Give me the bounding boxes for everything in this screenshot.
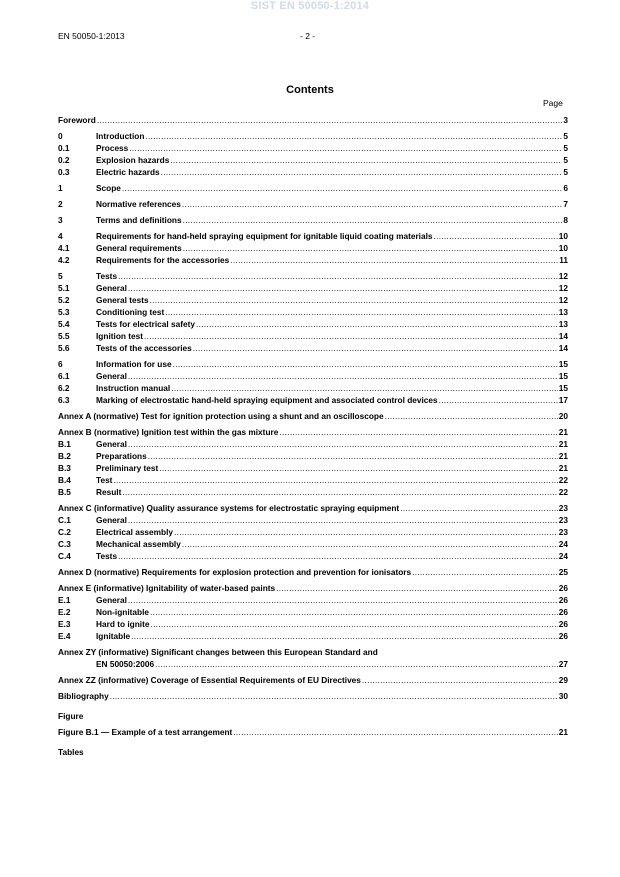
toc-entry-title: Test [96, 475, 113, 485]
toc-entry-page: 23 [558, 503, 568, 513]
toc-entry-number: 4.1 [58, 243, 70, 253]
tables-heading: Tables [58, 747, 84, 757]
toc-entry-6-2[interactable] [58, 382, 568, 394]
toc-entry-number: C.1 [58, 515, 71, 525]
toc-entry-title: Figure B.1 — Example of a test arrangement [58, 727, 233, 737]
toc-entry-5-3[interactable] [58, 306, 568, 318]
toc-entry-annex-a[interactable] [58, 410, 568, 422]
leader-dots [170, 154, 562, 166]
leader-dots [110, 690, 558, 702]
toc-entry-title: Annex D (normative) Requirements for explosion protection and prevention for ionisators [58, 567, 412, 577]
toc-entry-page: 22 [558, 487, 568, 497]
toc-entry-title: Tests [96, 551, 118, 561]
toc-entry-page: 27 [558, 659, 568, 669]
table-of-contents [58, 114, 568, 758]
toc-entry-annex-zy-line1[interactable]: Annex ZY (informative) Significant changes between this European Standard and [58, 647, 378, 657]
leader-dots [145, 130, 562, 142]
toc-entry-page: 11 [559, 255, 568, 265]
toc-entry-number: 3 [58, 215, 63, 225]
toc-entry-page: 15 [558, 383, 568, 393]
toc-entry-title: General [96, 283, 127, 293]
leader-dots [129, 142, 562, 154]
toc-entry-title: General tests [96, 295, 149, 305]
toc-entry-title: Preliminary test [96, 463, 159, 473]
toc-entry-e-4[interactable] [58, 630, 568, 642]
toc-entry-4[interactable] [58, 230, 568, 242]
toc-entry-annex-e[interactable] [58, 582, 568, 594]
toc-entry-annex-zy[interactable] [58, 658, 568, 670]
toc-entry-number: 5 [58, 271, 63, 281]
toc-entry-5-4[interactable] [58, 318, 568, 330]
leader-dots [276, 582, 558, 594]
toc-entry-number: 4 [58, 231, 63, 241]
toc-entry-page: 12 [558, 295, 568, 305]
toc-entry-number: 5.2 [58, 295, 70, 305]
leader-dots [155, 658, 558, 670]
toc-entry-page: 3 [563, 115, 568, 125]
toc-entry-page: 17 [558, 395, 568, 405]
toc-entry-page: 14 [558, 343, 568, 353]
toc-entry-b-4[interactable] [58, 474, 568, 486]
toc-entry-b-2[interactable] [58, 450, 568, 462]
toc-entry-page: 5 [563, 155, 568, 165]
toc-entry-number: 4.2 [58, 255, 70, 265]
toc-entry-title: Hard to ignite [96, 619, 150, 629]
toc-entry-page: 30 [558, 691, 568, 701]
contents-title: Contents [286, 84, 334, 96]
toc-entry-page: 21 [558, 439, 568, 449]
toc-entry-number: 6 [58, 359, 63, 369]
toc-entry-title: Bibliography [58, 691, 109, 701]
toc-entry-title: Tests for electrical safety [96, 319, 195, 329]
toc-entry-title: Requirements for hand-held spraying equipment for ignitable liquid coating materials [96, 231, 433, 241]
toc-entry-number: 5.3 [58, 307, 70, 317]
toc-entry-3[interactable] [58, 214, 568, 226]
toc-entry-page: 29 [558, 675, 568, 685]
toc-entry-5[interactable] [58, 270, 568, 282]
toc-entry-e-3[interactable] [58, 618, 568, 630]
leader-dots [385, 410, 558, 422]
leader-dots [183, 214, 563, 226]
toc-entry-4-1[interactable] [58, 242, 568, 254]
toc-entry-page: 5 [563, 143, 568, 153]
leader-dots [118, 550, 558, 562]
leader-dots [165, 306, 558, 318]
toc-entry-number: B.3 [58, 463, 71, 473]
toc-entry-b-1[interactable] [58, 438, 568, 450]
toc-entry-page: 10 [558, 243, 568, 253]
toc-entry-bibliography[interactable] [58, 690, 568, 702]
toc-entry-page: 26 [558, 607, 568, 617]
toc-entry-title: Requirements for the accessories [96, 255, 230, 265]
toc-entry-number: 0 [58, 131, 63, 141]
toc-entry-title: General [96, 595, 127, 605]
leader-dots [196, 318, 558, 330]
leader-dots [122, 182, 562, 194]
toc-entry-title: General [96, 515, 127, 525]
leader-dots [148, 450, 558, 462]
toc-entry-page: 7 [563, 199, 568, 209]
toc-entry-2[interactable] [58, 198, 568, 210]
leader-dots [233, 726, 557, 738]
leader-dots [159, 462, 558, 474]
leader-dots [128, 438, 558, 450]
toc-entry-0-3[interactable] [58, 166, 568, 178]
toc-entry-number: 0.3 [58, 167, 70, 177]
toc-entry-title: Process [96, 143, 129, 153]
toc-entry-title: Terms and definitions [96, 215, 182, 225]
toc-entry-title: Information for use [96, 359, 172, 369]
leader-dots [174, 526, 558, 538]
toc-entry-6-3[interactable] [58, 394, 568, 406]
toc-entry-page: 8 [563, 215, 568, 225]
toc-entry-annex-zz[interactable] [58, 674, 568, 686]
toc-entry-title: Annex A (normative) Test for ignition protection using a shunt and an oscilloscope [58, 411, 384, 421]
toc-entry-c-4[interactable] [58, 550, 568, 562]
leader-dots [362, 674, 558, 686]
toc-entry-page: 21 [558, 727, 568, 737]
toc-entry-page: 12 [558, 283, 568, 293]
toc-entry-number: E.2 [58, 607, 71, 617]
toc-entry-title: Annex C (informative) Quality assurance systems for electrostatic spraying equipment [58, 503, 400, 513]
toc-entry-b-3[interactable] [58, 462, 568, 474]
toc-entry-title: Marking of electrostatic hand-held spraying equipment and associated control devices [96, 395, 438, 405]
toc-entry-page: 13 [558, 307, 568, 317]
toc-entry-6[interactable] [58, 358, 568, 370]
toc-entry-title: Ignitable [96, 631, 131, 641]
leader-dots [128, 282, 558, 294]
leader-dots [128, 594, 558, 606]
toc-entry-page: 24 [558, 539, 568, 549]
leader-dots [439, 394, 558, 406]
watermark-text: SIST EN 50050-1:2014 [250, 0, 370, 12]
toc-entry-page: 23 [558, 527, 568, 537]
leader-dots [150, 606, 558, 618]
toc-entry-title: Annex E (informative) Ignitability of water-based paints [58, 583, 276, 593]
toc-entry-page: 15 [558, 371, 568, 381]
toc-entry-page: 26 [558, 583, 568, 593]
toc-entry-title: Mechanical assembly [96, 539, 181, 549]
toc-entry-0-1[interactable] [58, 142, 568, 154]
toc-entry-page: 26 [558, 619, 568, 629]
toc-entry-6-1[interactable] [58, 370, 568, 382]
leader-dots [113, 474, 557, 486]
toc-entry-page: 12 [558, 271, 568, 281]
toc-entry-number: 5.5 [58, 331, 70, 341]
toc-entry-1[interactable] [58, 182, 568, 194]
toc-entry-title: General [96, 371, 127, 381]
toc-entry-page: 26 [558, 631, 568, 641]
toc-entry-page: 26 [558, 595, 568, 605]
toc-entry-page: 5 [563, 131, 568, 141]
toc-entry-page: 21 [558, 427, 568, 437]
leader-dots [150, 618, 557, 630]
toc-entry-number: E.4 [58, 631, 71, 641]
toc-entry-number: C.4 [58, 551, 71, 561]
leader-dots [171, 382, 558, 394]
toc-entry-number: 2 [58, 199, 63, 209]
toc-entry-page: 25 [558, 567, 568, 577]
toc-entry-title: Introduction [96, 131, 145, 141]
toc-entry-title: Non-ignitable [96, 607, 150, 617]
leader-dots [97, 114, 563, 126]
toc-entry-title: Foreword [58, 115, 96, 125]
toc-entry-title: General requirements [96, 243, 182, 253]
toc-entry-title: Annex ZZ (informative) Coverage of Essential Requirements of EU Directives [58, 675, 361, 685]
toc-entry-title: Instruction manual [96, 383, 171, 393]
toc-entry-number: 6.2 [58, 383, 70, 393]
toc-entry-annex-d[interactable] [58, 566, 568, 578]
leader-dots [131, 630, 558, 642]
toc-entry-number: 5.4 [58, 319, 70, 329]
toc-entry-page: 13 [558, 319, 568, 329]
toc-entry-c-2[interactable] [58, 526, 568, 538]
toc-entry-c-3[interactable] [58, 538, 568, 550]
toc-entry-e-2[interactable] [58, 606, 568, 618]
toc-entry-number: B.2 [58, 451, 71, 461]
leader-dots [230, 254, 558, 266]
toc-entry-e-1[interactable] [58, 594, 568, 606]
toc-entry-page: 14 [558, 331, 568, 341]
toc-entry-title: Tests of the accessories [96, 343, 192, 353]
toc-entry-number: C.2 [58, 527, 71, 537]
toc-entry-page: 10 [558, 231, 568, 241]
leader-dots [128, 370, 558, 382]
toc-entry-page: 22 [558, 475, 568, 485]
toc-entry-number: 6.1 [58, 371, 70, 381]
toc-entry-c-1[interactable] [58, 514, 568, 526]
toc-entry-4-2[interactable] [58, 254, 568, 266]
toc-entry-number: 6.3 [58, 395, 70, 405]
toc-entry-5-5[interactable] [58, 330, 568, 342]
toc-entry-0[interactable] [58, 130, 568, 142]
toc-entry-title: Normative references [96, 199, 181, 209]
leader-dots [182, 198, 563, 210]
toc-entry-annex-c[interactable] [58, 502, 568, 514]
leader-dots [150, 294, 558, 306]
leader-dots [161, 166, 563, 178]
toc-entry-b-5[interactable] [58, 486, 568, 498]
toc-entry-title: Electric hazards [96, 167, 160, 177]
toc-entry-page: 23 [558, 515, 568, 525]
toc-entry-page: 20 [558, 411, 568, 421]
toc-entry-title: Annex B (normative) Ignition test within the gas mixture [58, 427, 279, 437]
toc-entry-foreword[interactable] [58, 114, 568, 126]
leader-dots [182, 538, 558, 550]
page-number: - 2 - [300, 31, 316, 41]
toc-entry-page: 6 [563, 183, 568, 193]
leader-dots [183, 242, 558, 254]
page-column-label: Page [543, 98, 563, 108]
toc-entry-title: Electrical assembly [96, 527, 174, 537]
toc-entry-number: E.3 [58, 619, 71, 629]
leader-dots [400, 502, 558, 514]
toc-entry-number: E.1 [58, 595, 71, 605]
toc-entry-5-1[interactable] [58, 282, 568, 294]
toc-entry-0-2[interactable] [58, 154, 568, 166]
toc-entry-page: 21 [558, 463, 568, 473]
toc-entry-number: B.1 [58, 439, 71, 449]
toc-entry-5-6[interactable] [58, 342, 568, 354]
toc-entry-number: C.3 [58, 539, 71, 549]
leader-dots [122, 486, 557, 498]
leader-dots [434, 230, 558, 242]
toc-entry-number: 0.2 [58, 155, 70, 165]
leader-dots [193, 342, 558, 354]
toc-entry-title: Ignition test [96, 331, 144, 341]
toc-entry-page: 5 [563, 167, 568, 177]
toc-entry-title: General [96, 439, 127, 449]
toc-entry-title: Scope [96, 183, 121, 193]
toc-entry-page: 15 [558, 359, 568, 369]
leader-dots [412, 566, 558, 578]
toc-entry-annex-b[interactable] [58, 426, 568, 438]
toc-entry-number: 0.1 [58, 143, 70, 153]
document-id: EN 50050-1:2013 [58, 31, 125, 41]
toc-entry-page: 21 [558, 451, 568, 461]
toc-entry-number: 5.1 [58, 283, 70, 293]
figure-heading: Figure [58, 711, 84, 721]
toc-entry-figure-b1[interactable] [58, 726, 568, 738]
leader-dots [118, 270, 558, 282]
leader-dots [173, 358, 558, 370]
toc-entry-number: 1 [58, 183, 63, 193]
toc-entry-page: 24 [558, 551, 568, 561]
toc-entry-5-2[interactable] [58, 294, 568, 306]
leader-dots [279, 426, 557, 438]
toc-entry-title: Result [96, 487, 122, 497]
toc-entry-title: EN 50050:2006 [96, 659, 155, 669]
toc-entry-title: Explosion hazards [96, 155, 170, 165]
leader-dots [128, 514, 558, 526]
toc-entry-title: Tests [96, 271, 118, 281]
leader-dots [144, 330, 558, 342]
toc-entry-number: 5.6 [58, 343, 70, 353]
toc-entry-number: B.4 [58, 475, 71, 485]
toc-entry-title: Preparations [96, 451, 147, 461]
toc-entry-number: B.5 [58, 487, 71, 497]
toc-entry-title: Conditioning test [96, 307, 165, 317]
